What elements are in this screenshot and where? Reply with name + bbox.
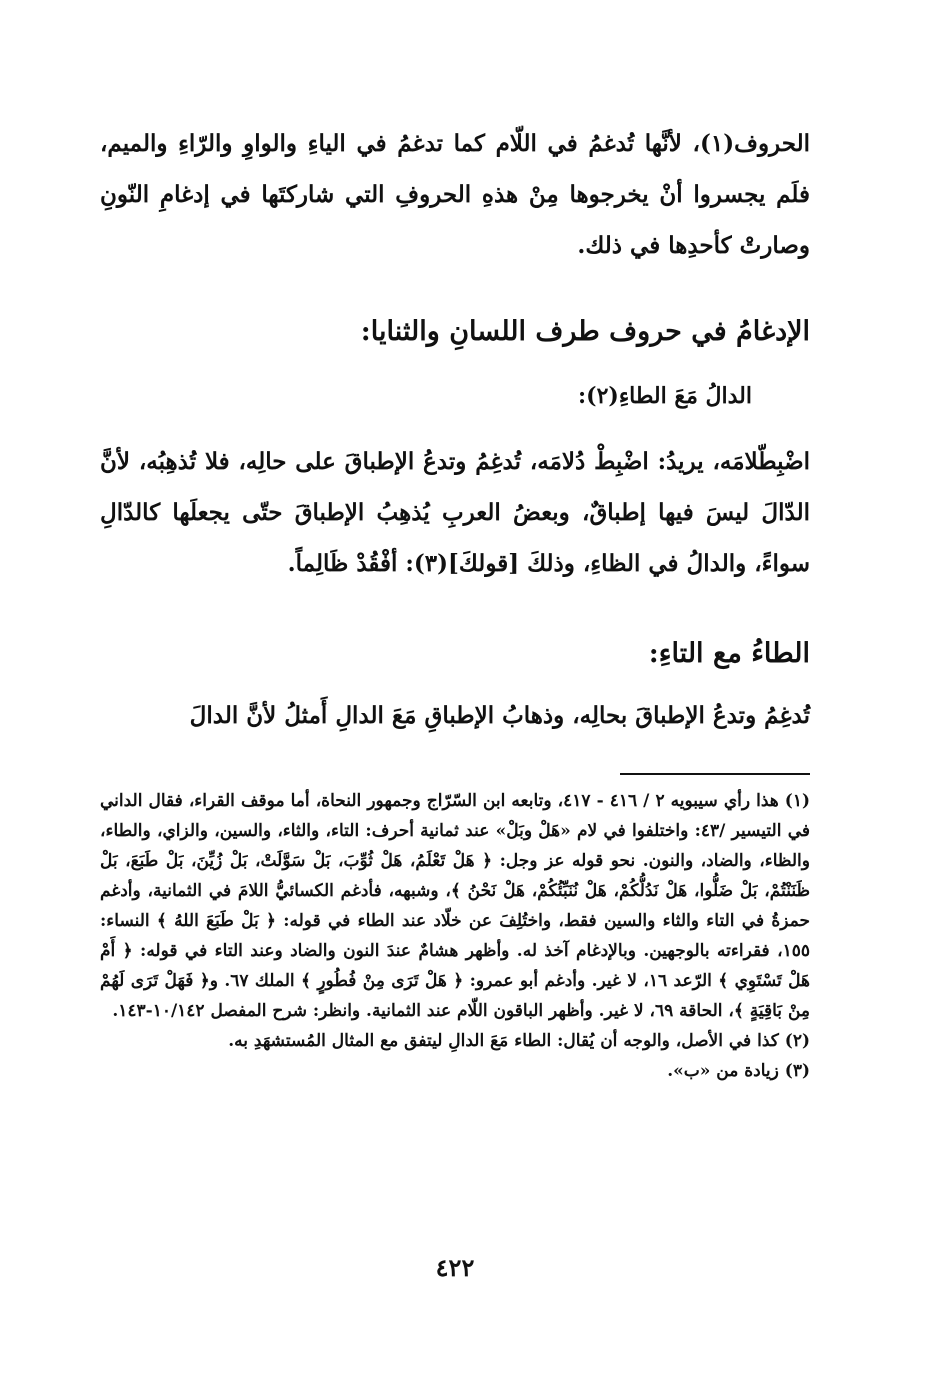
intro-paragraph: الحروف(١)، لأنَّها تُدغمُ في اللّام كما تدغمُ في الياءِ والواوِ والرّاءِ والميم، فلَم يجسروا أنْ يخرجوها مِنْ هذهِ الحروفِ التي شاركتَها في إدغامِ النّونِ وصارتْ كأحدِها في ذلك. xyxy=(100,130,810,259)
taa-taa-paragraph: تُدغِمُ وتدعُ الإطباقَ بحالِه، وذهابُ الإطباقِ مَعَ الدالِ أَمثلُ لأنَّ الدالَ xyxy=(189,702,810,729)
page-number: ٤٢٢ xyxy=(435,1253,475,1282)
section-heading: الإدغامُ في حروف طرف اللسانِ والثنايا: xyxy=(360,316,810,347)
dal-taa-paragraph: اضْبِطّلامَه، يريدُ: اضْبِطْ دُلامَه، تُدغِمُ وتدعُ الإطباقَ على حالِه، فلا تُذهِبُه، لأنَّ الدّالَ ليسَ فيها إطباقٌ، وبعضُ العربِ يُذهِبُ الإطباقَ حتّى يجعلَها كالدّالِ سواءً، والدالُ في الظاءِ، وذلكَ [قولكَ](٣): أفْقُدْ ظَالِماً. xyxy=(100,448,810,577)
book-page xyxy=(100,118,810,1368)
footnotes xyxy=(100,786,810,1086)
footnote-separator xyxy=(620,773,810,775)
footnote-1: (١) هذا رأي سيبويه ٢ / ٤١٦ - ٤١٧، وتابعه ابن السّرّاج وجمهور النحاة، أما موقف القراء، فقال الداني في التيسير /٤٣: واختلفوا في لام «هَلْ وبَلْ» عند ثمانية أحرف: التاء، والثاء، والسين، والزاي، والطاء، والظاء، والضاد، والنون. نحو قوله عز وجل: ﴿ هَلْ تَعْلَمُ، هَلْ ثُوِّبَ، بَلْ سَوَّلَتْ، بَلْ زُيِّنَ، بَلْ طَبَعَ، بَلْ ظَنَنْتُمْ، بَلْ ضَلُّوا، هَلْ نَدُلُّكُمْ، هَلْ نُنَبِّئُكُمْ، هَلْ نَحْنُ ﴾، وشبهه، فأدغم الكسائيُّ اللامَ في الثمانية، وأدغم حمزةُ في التاء والثاء والسين فقط، واختُلِفَ عن خلّاد عند الطاء في قوله: ﴿ بَلْ طَبَعَ اللهُ ﴾ النساء: ١٥٥، فقراءته بالوجهين. وبالإدغام آخذ له. وأظهر هشامٌ عندَ النون والضاد وعند التاء في قوله: ﴿ أَمْ هَلْ تَسْتَوِي ﴾ الرّعد ١٦، لا غير. وأدغم أبو عمرو: ﴿ هَلْ تَرَى مِنْ فُطُورٍ ﴾ الملك ٦٧. و﴿ فَهَلْ تَرَى لَهُمْ مِنْ بَاقِيَةٍ ﴾، الحاقة ٦٩، لا غير. وأظهر الباقون اللّام عند الثمانية. وانظر: شرح المفصل ١٠/١٤٢-١٤٣. xyxy=(100,791,811,1021)
taa-with-taa-heading: الطاءُ مع التاءِ: xyxy=(648,638,810,669)
dal-with-taa-heading: الدالُ مَعَ الطاءِ(٢): xyxy=(578,383,752,409)
footnote-3: (٣) زيادة من «ب». xyxy=(667,1061,810,1081)
footnote-2: (٢) كذا في الأصل، والوجه أن يُقال: الطاء مَعَ الدالِ ليتفق مع المثال المُستشهَدِ به. xyxy=(228,1031,810,1051)
